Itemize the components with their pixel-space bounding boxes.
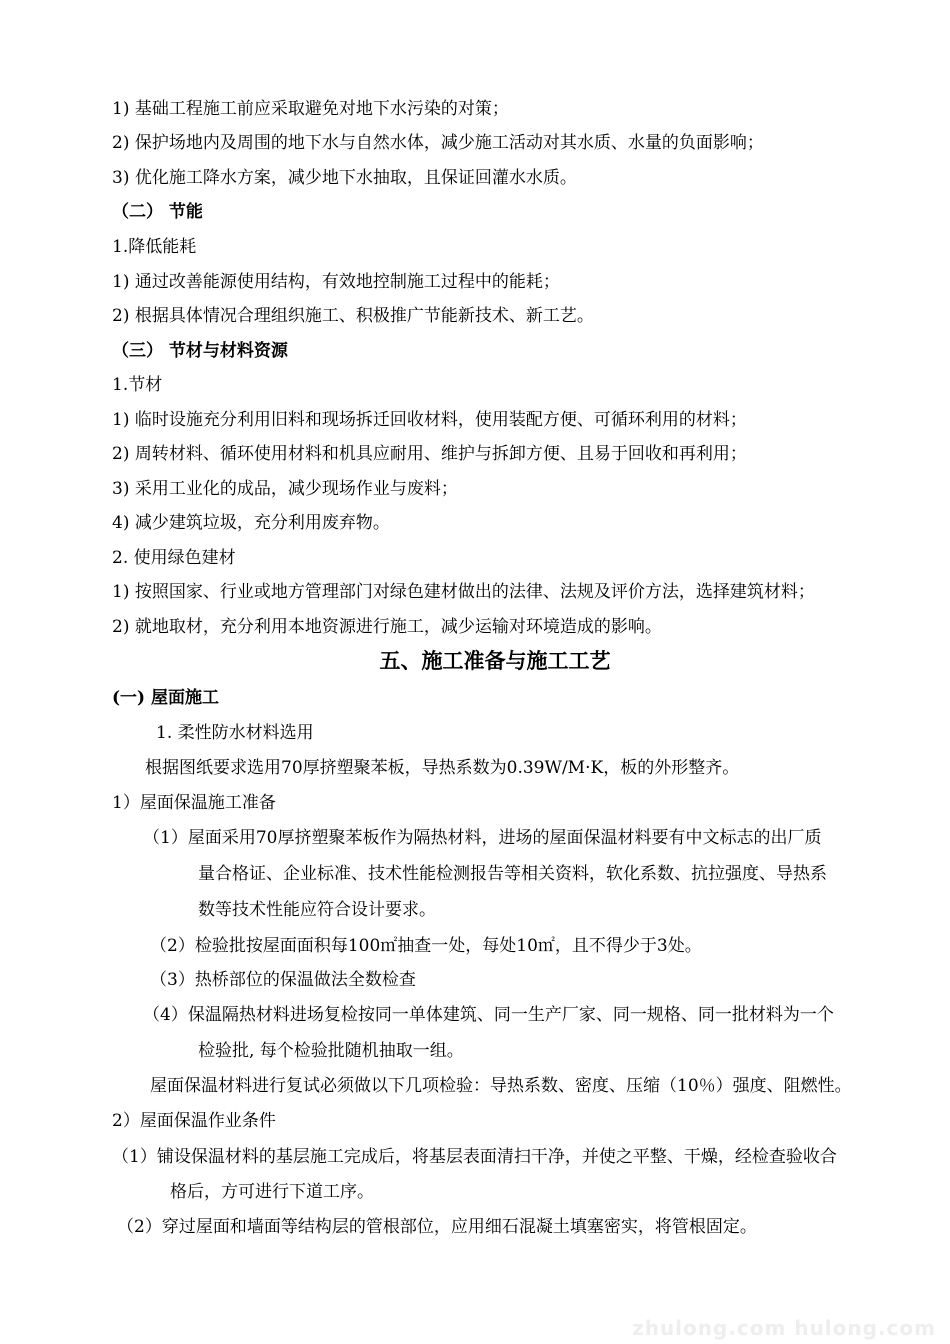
subsection-heading: 1.节材 — [112, 375, 163, 395]
chapter-title: 五、施工准备与施工工艺 — [379, 648, 611, 673]
text-line: （1）铺设保温材料的基层施工完成后，将基层表面清扫干净，并使之平整、干燥，经检查验收合 — [112, 1147, 837, 1167]
section-heading: （二） 节能 — [112, 202, 203, 222]
text-line: （4）保温隔热材料进场复检按同一单体建筑、同一生产厂家、同一规格、同一批材料为一个 — [143, 1005, 834, 1025]
text-line: 屋面保温材料进行复试必须做以下几项检验：导热系数、密度、压缩（10％）强度、阻燃性。 — [150, 1076, 852, 1096]
text-line: （2）检验批按屋面面积每100㎡抽查一处，每处10㎡，且不得少于3处。 — [150, 936, 702, 956]
text-line: （2）穿过屋面和墙面等结构层的管根部位，应用细石混凝土填塞密实，将管根固定。 — [117, 1217, 757, 1237]
section-heading: （三） 节材与材料资源 — [112, 341, 288, 361]
text-line: 2) 周转材料、循环使用材料和机具应耐用、维护与拆卸方便、且易于回收和再利用； — [112, 444, 747, 464]
text-line: 数等技术性能应符合设计要求。 — [198, 900, 436, 920]
text-line: 4) 减少建筑垃圾，充分利用废弃物。 — [112, 513, 390, 533]
section-heading: (一) 屋面施工 — [112, 688, 220, 708]
text-line: 3) 优化施工降水方案，减少地下水抽取，且保证回灌水水质。 — [112, 168, 577, 188]
text-line: 2) 保护场地内及周围的地下水与自然水体，减少施工活动对其水质、水量的负面影响； — [112, 133, 764, 153]
text-line: 2) 就地取材，充分利用本地资源进行施工，减少运输对环境造成的影响。 — [112, 617, 662, 637]
subsection-heading: 2）屋面保温作业条件 — [112, 1111, 276, 1131]
subsection-heading: 2. 使用绿色建材 — [112, 548, 236, 568]
text-line: 1) 基础工程施工前应采取避免对地下水污染的对策； — [112, 99, 509, 119]
text-line: 1) 按照国家、行业或地方管理部门对绿色建材做出的法律、法规及评价方法，选择建筑材料； — [112, 582, 815, 602]
subsection-heading: 1. 柔性防水材料选用 — [156, 723, 314, 743]
text-line: 1) 临时设施充分利用旧料和现场拆迁回收材料，使用装配方便、可循环利用的材料； — [112, 410, 747, 430]
text-line: （1）屋面采用70厚挤塑聚苯板作为隔热材料，进场的屋面保温材料要有中文标志的出厂质 — [143, 828, 822, 848]
text-line: 检验批, 每个检验批随机抽取一组。 — [198, 1041, 464, 1061]
text-line: （3）热桥部位的保温做法全数检查 — [150, 970, 416, 990]
text-line: 格后，方可进行下道工序。 — [170, 1182, 374, 1202]
subsection-heading: 1.降低能耗 — [112, 237, 197, 257]
text-line: 3) 采用工业化的成品，减少现场作业与废料； — [112, 479, 458, 499]
text-line: 1) 通过改善能源使用结构，有效地控制施工过程中的能耗； — [112, 272, 560, 292]
text-line: 根据图纸要求选用70厚挤塑聚苯板，导热系数为0.39W/M·K，板的外形整齐。 — [145, 758, 740, 778]
text-line: 2) 根据具体情况合理组织施工、积极推广节能新技术、新工艺。 — [112, 306, 594, 326]
watermark: zhulong.com hulong.com — [632, 1316, 936, 1340]
text-line: 量合格证、企业标准、技术性能检测报告等相关资料，软化系数、抗拉强度、导热系 — [198, 864, 827, 884]
subsection-heading: 1）屋面保温施工准备 — [112, 793, 276, 813]
